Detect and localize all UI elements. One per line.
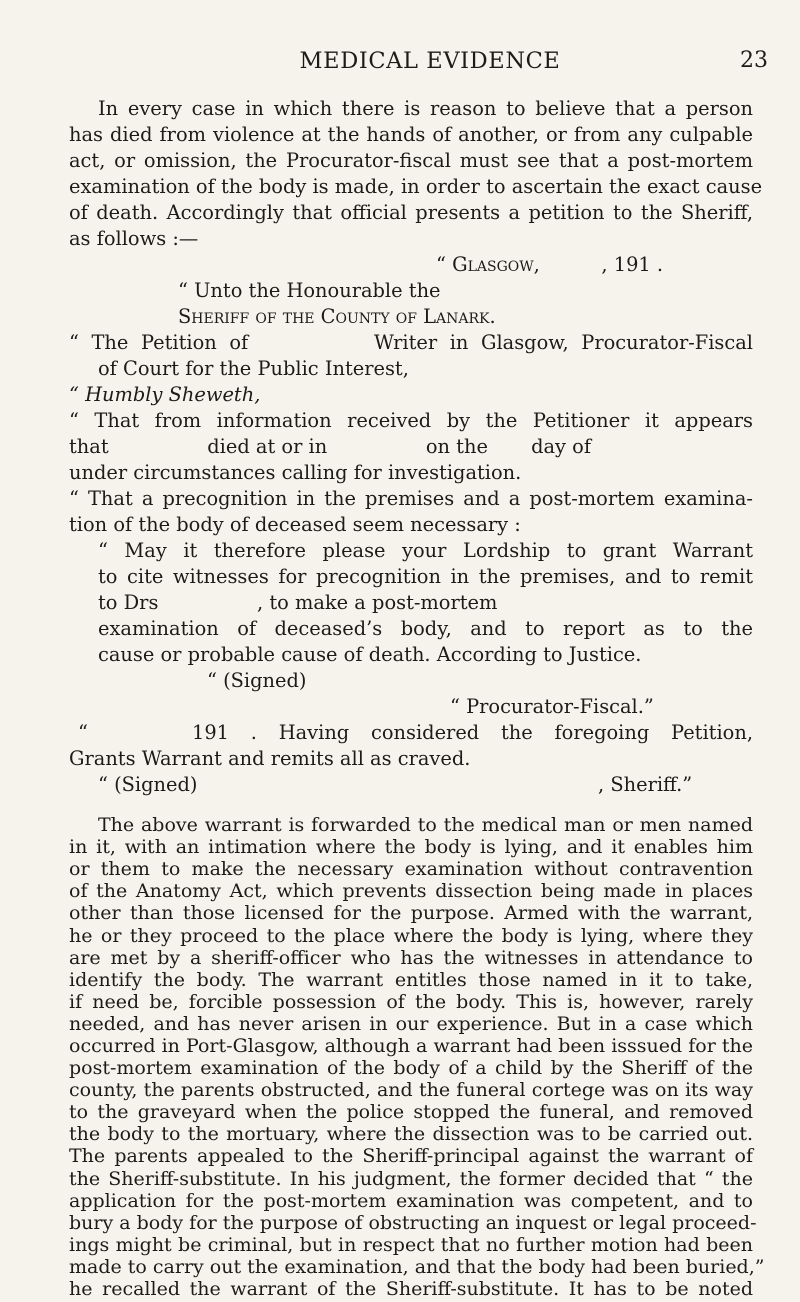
para2-line-21: made to carry out the examination, and that the body had been buried,” bbox=[69, 1255, 765, 1278]
form-may-line-3: to Drs , to make a post-mortem bbox=[98, 591, 498, 614]
para2-line-17: the Sheriff-substitute. In his judgment, the former decided that “ the bbox=[69, 1167, 753, 1190]
form-that2-line-2: tion of the body of deceased seem necessary : bbox=[69, 513, 521, 536]
form-signed-1: “ (Signed) bbox=[207, 669, 307, 692]
para2-line-3: or them to make the necessary examination without contravention bbox=[69, 858, 753, 881]
form-humbly-sheweth: “ Humbly Sheweth, bbox=[69, 383, 261, 406]
form-may-line-2: to cite witnesses for precognition in the premises, and to remit bbox=[98, 565, 753, 588]
para2-line-20: ings might be criminal, but in respect that no further motion had been bbox=[69, 1233, 753, 1256]
form-that1-line-3: under circumstances calling for investigation. bbox=[69, 461, 522, 484]
para1-line-1: In every case in which there is reason to believe that a person bbox=[98, 97, 753, 120]
para2-line-14: to the graveyard when the police stopped the funeral, and removed bbox=[69, 1101, 753, 1124]
form-having-line-1: 191 . Having considered the foregoing Petition, bbox=[192, 721, 753, 744]
para2-line-18: application for the post-mortem examination was competent, and to bbox=[69, 1189, 753, 1212]
para2-line-19: bury a body for the purpose of obstructing an inquest or legal proceed- bbox=[69, 1211, 757, 1234]
para1-line-6: as follows :— bbox=[69, 227, 199, 250]
para2-line-7: are met by a sheriff-officer who has the witnesses in attendance to bbox=[69, 946, 753, 969]
para2-line-10: needed, and has never arisen in our experience. But in a case which bbox=[69, 1012, 753, 1035]
form-having-line-2: Grants Warrant and remits all as craved. bbox=[69, 747, 471, 770]
form-that1-line-2: that died at or in on the day of bbox=[69, 435, 592, 458]
para2-line-15: the body to the mortuary, where the dissection was to be carried out. bbox=[69, 1123, 753, 1146]
para2-line-4: of the Anatomy Act, which prevents dissection being made in places bbox=[69, 880, 753, 903]
form-procurator-fiscal: “ Procurator-Fiscal.” bbox=[450, 695, 654, 718]
form-address-1: “ Unto the Honourable the bbox=[178, 279, 441, 302]
para1-line-2: has died from violence at the hands of another, or from any culpable bbox=[69, 123, 753, 146]
form-petition-line-1: “ The Petition of Writer in Glasgow, Procurator-Fiscal bbox=[69, 331, 753, 354]
form-that2-line-1: “ That a precognition in the premises and a post-mortem examina- bbox=[69, 487, 753, 510]
form-petition-line-2: of Court for the Public Interest, bbox=[98, 357, 409, 380]
running-head-title: MEDICAL EVIDENCE bbox=[299, 48, 561, 74]
para2-line-22: he recalled the warrant of the Sheriff-substitute. It has to be noted bbox=[69, 1278, 753, 1300]
para2-line-9: if need be, forcible possession of the body. This is, however, rarely bbox=[69, 990, 753, 1013]
form-may-line-4: examination of deceased’s body, and to report as to the bbox=[98, 617, 753, 640]
form-may-line-5: cause or probable cause of death. According to Justice. bbox=[98, 643, 642, 666]
para1-line-5: of death. Accordingly that official presents a petition to the Sheriff, bbox=[69, 201, 753, 224]
para2-line-16: The parents appealed to the Sheriff-principal against the warrant of bbox=[69, 1145, 753, 1168]
para2-line-6: he or they proceed to the place where the body is lying, where they bbox=[69, 924, 753, 947]
form-may-line-1: “ May it therefore please your Lordship to grant Warrant bbox=[98, 539, 753, 562]
para2-line-13: county, the parents obstructed, and the funeral cortege was on its way bbox=[69, 1079, 753, 1102]
para1-line-3: act, or omission, the Procurator-fiscal must see that a post-mortem bbox=[69, 149, 753, 172]
form-having-quote: “ bbox=[78, 721, 88, 744]
form-address-2: Sheriff of the County of Lanark. bbox=[178, 305, 496, 328]
para1-line-4: examination of the body is made, in order to ascertain the exact cause bbox=[69, 175, 763, 198]
para2-line-1: The above warrant is forwarded to the medical man or men named bbox=[98, 814, 753, 836]
para2-line-11: occurred in Port-Glasgow, although a warrant had been isssued for the bbox=[69, 1035, 753, 1057]
para2-line-2: in it, with an intimation where the body is lying, and it enables him bbox=[69, 836, 753, 859]
para2-line-12: post-mortem examination of the body of a child by the Sheriff of the bbox=[69, 1057, 753, 1079]
form-place-date: “ Glasgow, , 191 . bbox=[436, 253, 664, 276]
form-sheriff: , Sheriff.” bbox=[598, 773, 693, 796]
form-that1-line-1: “ That from information received by the Petitioner it appears bbox=[69, 409, 753, 432]
para2-line-8: identify the body. The warrant entitles those named in it to take, bbox=[69, 968, 753, 991]
form-signed-2: “ (Signed) bbox=[98, 773, 198, 796]
para2-line-5: other than those licensed for the purpose. Armed with the warrant, bbox=[69, 902, 753, 925]
page-number: 23 bbox=[740, 48, 768, 73]
